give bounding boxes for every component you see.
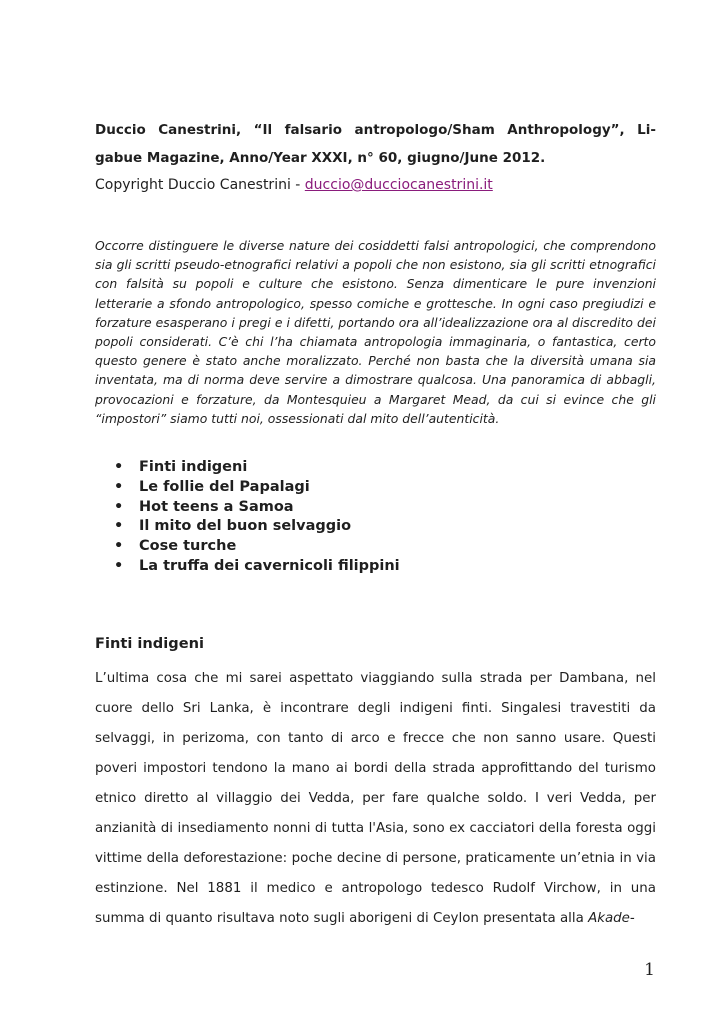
citation-line-1: Duccio Canestrini, “Il falsario antropologo/Sham Anthropology”, Li- [95, 122, 656, 138]
body-italic-tail: Akade- [588, 911, 635, 926]
bullet-icon: • [114, 459, 124, 475]
copyright-line [95, 177, 493, 193]
toc-item: • Le follie del Papalagi [114, 478, 400, 498]
section-title: Finti indigeni [95, 635, 204, 652]
bullet-icon: • [114, 538, 124, 555]
toc-item: • Hot teens a Samoa [114, 498, 400, 518]
toc-item: • Finti indigeni [114, 458, 400, 478]
copyright-text: Copyright Duccio Canestrini - [95, 177, 305, 193]
toc-item: • Cose turche [114, 537, 400, 557]
citation-line-2: gabue Magazine, Anno/Year XXXI, n° 60, giugno/June 2012. [95, 150, 546, 166]
bullet-icon: • [114, 557, 124, 574]
body-paragraph [95, 664, 656, 934]
toc-item: • Il mito del buon selvaggio [114, 517, 400, 537]
bullet-icon: • [114, 498, 124, 515]
bullet-icon: • [114, 478, 124, 495]
abstract: Occorre distinguere le diverse nature dei cosiddetti falsi antropologici, che comprendono sia gli scritti pseudo-etnografici relativi a popoli che non esistono, sia gli scritti etnografici con falsità su popoli e culture che esistono. Senza dimenticare le pure invenzioni letterarie a sfondo antropologico, spesso comiche e grottesche. In ogni caso pregiudizi e forzature esasperano i pregi e i difetti, portando ora all’idealizzazione ora al discredito dei popoli considerati. C’è chi l’ha chiamata antropologia immaginaria, o fantastica, certo questo genere è stato anche moralizzato. Perché non basta che la diversità umana sia inventata, ma di norma deve servire a dimostrare qualcosa. Una panoramica di abbagli, provocazioni e forzature, da Montesquieu a Margaret Mead, da cui si evince che gli “impostori” siamo tutti noi, ossessionati dal mito dell’autenticità. [95, 238, 656, 426]
table-of-contents [114, 458, 400, 577]
page-number: 1 [644, 960, 655, 980]
bullet-icon: • [114, 518, 124, 535]
toc-item: • La truffa dei cavernicoli filippini [114, 557, 400, 577]
body-text: L’ultima cosa che mi sarei aspettato viaggiando sulla strada per Dambana, nel cuore dello Sri Lanka, è incontrare degli indigeni finti. Singalesi travestiti da selvaggi, in perizoma, con tanto di arco e frecce che non sanno usare. Questi poveri impostori tendono la mano ai bordi della strada approfittando del turismo etnico diretto al villaggio dei Vedda, per fare qualche soldo. I veri Vedda, per anzianità di insediamento nonni di tutta l'Asia, sono ex cacciatori della foresta oggi vittime della deforestazione: poche decine di persone, praticamente un’etnia in via estinzione. Nel 1881 il medico e antropologo tedesco Rudolf Virchow, in una summa di quanto risultava noto sugli aborigeni di Ceylon presentata alla [95, 671, 656, 926]
email-link[interactable]: duccio@ducciocanestrini.it [304, 177, 493, 193]
